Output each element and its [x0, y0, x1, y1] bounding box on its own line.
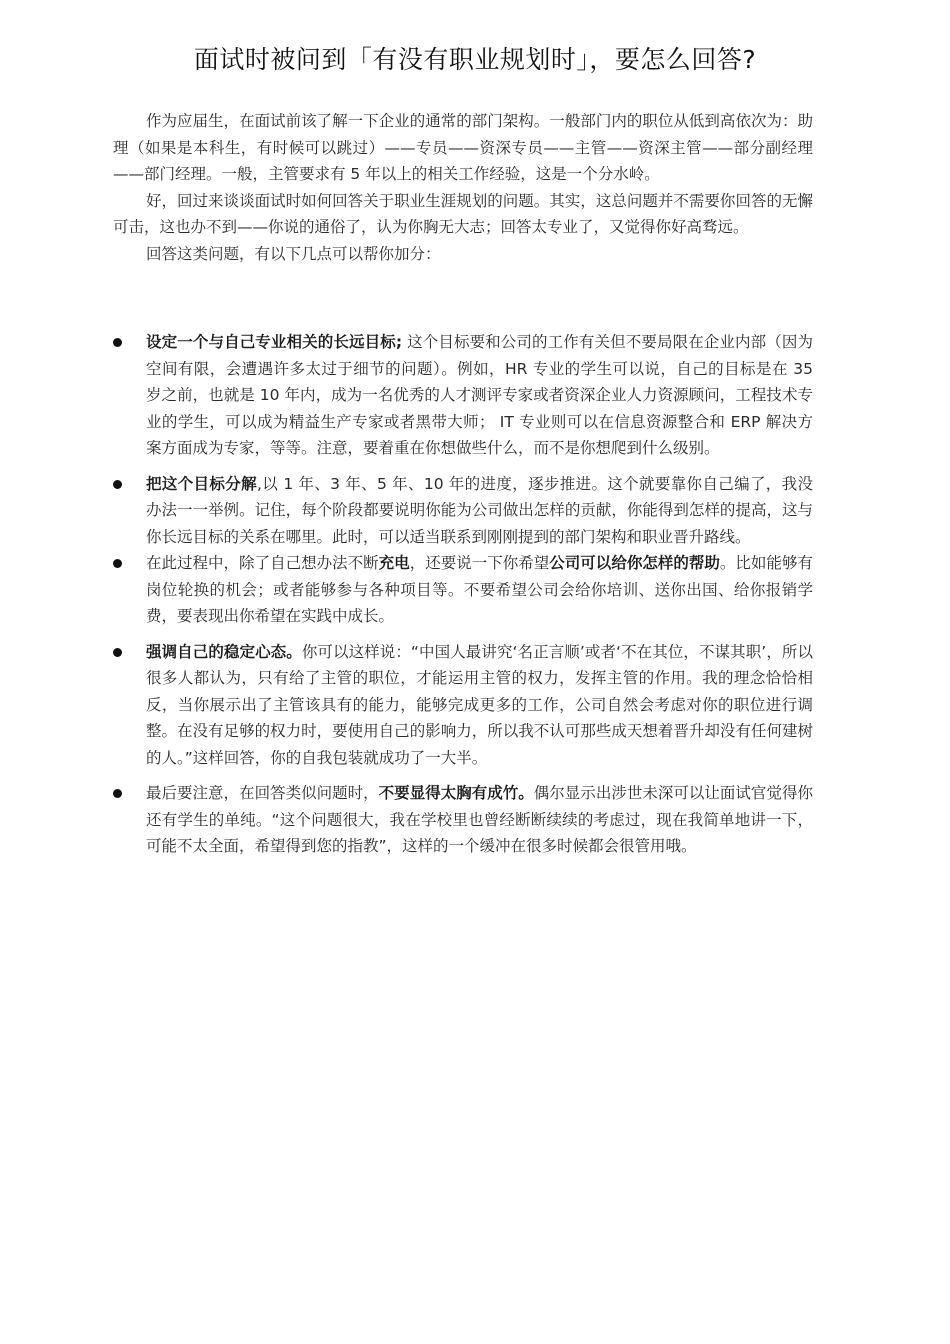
tip-text: 。比如能够有岗位轮换的机会；或者能够参与各种项目等。不要希望公司会给你培训、送你出国、给你报销学费，要表现出你希望在实践中成长。	[146, 554, 813, 625]
tip-item	[113, 471, 813, 551]
tip-text: 偶尔显示出涉世未深可以让面试官觉得你还有学生的单纯。“这个问题很大，我在学校里也曾经断断续续的考虑过，现在我简单地讲一下，可能不太全面，希望得到您的指教”，这样的一个缓冲在很多时候都会很管用哦。	[146, 784, 813, 855]
tip-item	[113, 639, 813, 772]
tip-bold: 公司可以给你怎样的帮助	[549, 554, 720, 572]
tip-text: 你可以这样说：“中国人最讲究‘名正言顺’或者‘不在其位，不谋其职’，所以很多人都认为，只有给了主管的职位，才能运用主管的权力，发挥主管的作用。我的理念恰恰相反，当你展示出了主管该具有的能力，能够完成更多的工作，公司自然会考虑对你的职位进行调整。在没有足够的权力时，要使用自己的影响力，所以我不认可那些成天想着晋升却没有任何建树的人。”这样回答，你的自我包装就成功了一大半。	[146, 642, 813, 767]
intro-section	[113, 108, 813, 267]
tip-bold: 设定一个与自己专业相关的长远目标;	[146, 333, 403, 351]
intro-paragraph: 回答这类问题，有以下几点可以帮你加分：	[146, 244, 441, 263]
bullet-dot-icon	[113, 559, 122, 568]
tip-text: 这个目标要和公司的工作有关但不要局限在企业内部（因为空间有限，会遭遇许多太过于细节的问题）。例如，HR 专业的学生可以说，自己的目标是在 35 岁之前，也就是 10 年内，成为一名优秀的人才测评专家或者资深企业人力资源顾问，工程技术专业的学生，可以成为精益生产专家或者黑带大师； IT 专业则可以在信息资源整合和 ERP 解决方案方面成为专家，等等。注意，要着重在你想做些什么，而不是你想爬到什么级别。	[146, 333, 813, 457]
intro-paragraph: 作为应届生，在面试前该了解一下企业的通常的部门架构。一般部门内的职位从低到高依次为：助理（如果是本科生，有时候可以跳过）——专员——资深专员——主管——资深主管——部分副经理——部门经理。一般，主管要求有 5 年以上的相关工作经验，这是一个分水岭。	[113, 112, 813, 183]
bullet-dot-icon	[113, 480, 122, 489]
tip-text: ,以 1 年、3 年、5 年、10 年的进度，逐步推进。这个就要靠你自己编了，我没办法一一举例。记住，每个阶段都要说明你能为公司做出怎样的贡献，你能得到怎样的提高，这与你长远目标的关系在哪里。此时，可以适当联系到刚刚提到的部门架构和职业晋升路线。	[146, 474, 813, 546]
bullet-dot-icon	[113, 648, 122, 657]
tip-bold: 不要显得太胸有成竹。	[378, 784, 534, 802]
tip-item	[113, 329, 813, 462]
tips-list	[113, 329, 813, 860]
tip-item	[113, 780, 813, 860]
tip-lead: 最后要注意，在回答类似问题时，	[146, 784, 379, 802]
bullet-dot-icon	[113, 789, 122, 798]
tip-bold: 把这个目标分解	[146, 474, 257, 493]
tip-item	[113, 550, 813, 630]
tip-bold: 充电	[378, 554, 410, 572]
intro-paragraph: 好，回过来谈谈面试时如何回答关于职业生涯规划的问题。其实，这总问题并不需要你回答的无懈可击，这也办不到——你说的通俗了，认为你胸无大志；回答太专业了，又觉得你好高骛远。	[113, 191, 813, 236]
page-title: 面试时被问到「有没有职业规划时」，要怎么回答?	[193, 45, 757, 74]
tip-text: ，还要说一下你希望	[409, 554, 550, 572]
tip-lead: 在此过程中，除了自己想办法不断	[146, 554, 379, 572]
bullet-dot-icon	[113, 338, 122, 347]
tip-bold: 强调自己的稳定心态。	[146, 642, 302, 661]
